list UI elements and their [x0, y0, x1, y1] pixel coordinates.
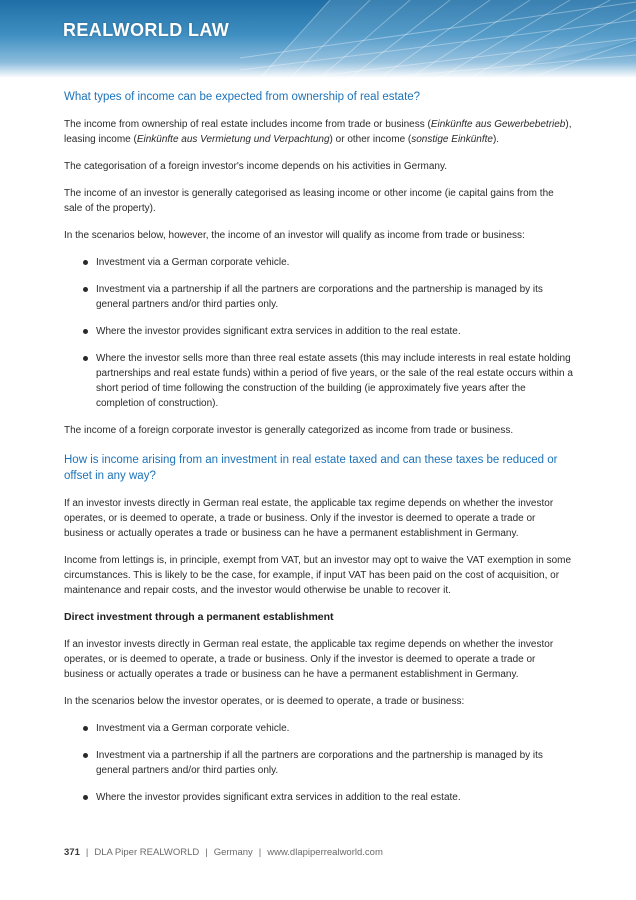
text-run: ) or other income (: [329, 134, 412, 145]
paragraph-income-categories: [64, 117, 574, 147]
bullet-list-trade-scenarios: [64, 255, 574, 411]
section-heading-taxation: How is income arising from an investment in real estate taxed and can these taxes be reduced or offset in any way?: [64, 454, 558, 482]
footer-separator: |: [205, 847, 208, 858]
bullet-item: Where the investor sells more than three real estate assets (this may include interests in real estate holding partnerships and real estate funds) within a period of five years, or the sale of the real estate occurs within a short period of time following the construction of the building (ie approximately five years after the completion of construction).: [64, 351, 574, 411]
country-name: Germany: [213, 847, 253, 858]
text-run: The income from ownership of real estate includes income from trade or business (: [64, 119, 431, 130]
paragraph: If an investor invests directly in German real estate, the applicable tax regime depends on whether the investor operates, or is deemed to operate, a trade or business. Only if the investor is deemed to operate a trade or business or actually operates a trade or business can he have a permanent establishment in Germany.: [64, 498, 554, 539]
paragraph: The categorisation of a foreign investor's income depends on his activities in Germany.: [64, 161, 448, 172]
page-content: [64, 88, 574, 805]
page-number: 371: [64, 847, 80, 858]
bullet-list-operating-scenarios: [64, 721, 574, 805]
subheading-permanent-establishment: Direct investment through a permanent establishment: [64, 611, 334, 623]
website-url: www.dlapiperrealworld.com: [267, 847, 383, 858]
german-term: Einkünfte aus Vermietung und Verpachtung: [136, 134, 330, 145]
banner-title: REALWORLD LAW: [63, 20, 230, 40]
footer-separator: |: [85, 847, 89, 858]
paragraph: If an investor invests directly in German real estate, the applicable tax regime depends on whether the investor operates, or is deemed to operate, a trade or business. Only if the investor is deemed to operate a trade or business or actually operates a trade or business can he have a permanent establishment in Germany.: [64, 639, 554, 680]
bullet-item: Where the investor provides significant extra services in addition to the real estate.: [64, 790, 574, 805]
bullet-item: Where the investor provides significant extra services in addition to the real estate.: [64, 324, 574, 339]
bullet-item: Investment via a German corporate vehicle.: [64, 721, 574, 736]
bullet-item: Investment via a partnership if all the partners are corporations and the partnership is managed by its general partners and/or third parties only.: [64, 282, 574, 312]
publication-name: DLA Piper REALWORLD: [94, 847, 200, 858]
bullet-item: Investment via a partnership if all the partners are corporations and the partnership is managed by its general partners and/or third parties only.: [64, 748, 574, 778]
footer-separator: |: [258, 847, 262, 858]
paragraph: In the scenarios below the investor operates, or is deemed to operate, a trade or business:: [64, 696, 465, 707]
text-run: ).: [492, 134, 500, 145]
text-run: ), leasing income (: [64, 119, 572, 145]
section-heading-income-types: What types of income can be expected from ownership of real estate?: [64, 91, 421, 103]
german-term: Einkünfte aus Gewerbebetrieb: [430, 119, 566, 130]
paragraph: The income of a foreign corporate investor is generally categorized as income from trade or business.: [64, 425, 514, 436]
paragraph: The income of an investor is generally categorised as leasing income or other income (ie capital gains from the sale of the property).: [64, 188, 554, 214]
paragraph: Income from lettings is, in principle, exempt from VAT, but an investor may opt to waive the VAT exemption in some circumstances. This is likely to be the case, for example, if input VAT has been paid on the cost of acquisition, or maintenance and repair costs, and the investor would otherwise be unable to recover it.: [64, 555, 572, 596]
bullet-item: Investment via a German corporate vehicle.: [64, 255, 574, 270]
page-footer: [64, 847, 383, 858]
german-term: sonstige Einkünfte: [411, 134, 493, 145]
header-banner: [0, 0, 636, 78]
paragraph: In the scenarios below, however, the income of an investor will qualify as income from trade or business:: [64, 230, 525, 241]
